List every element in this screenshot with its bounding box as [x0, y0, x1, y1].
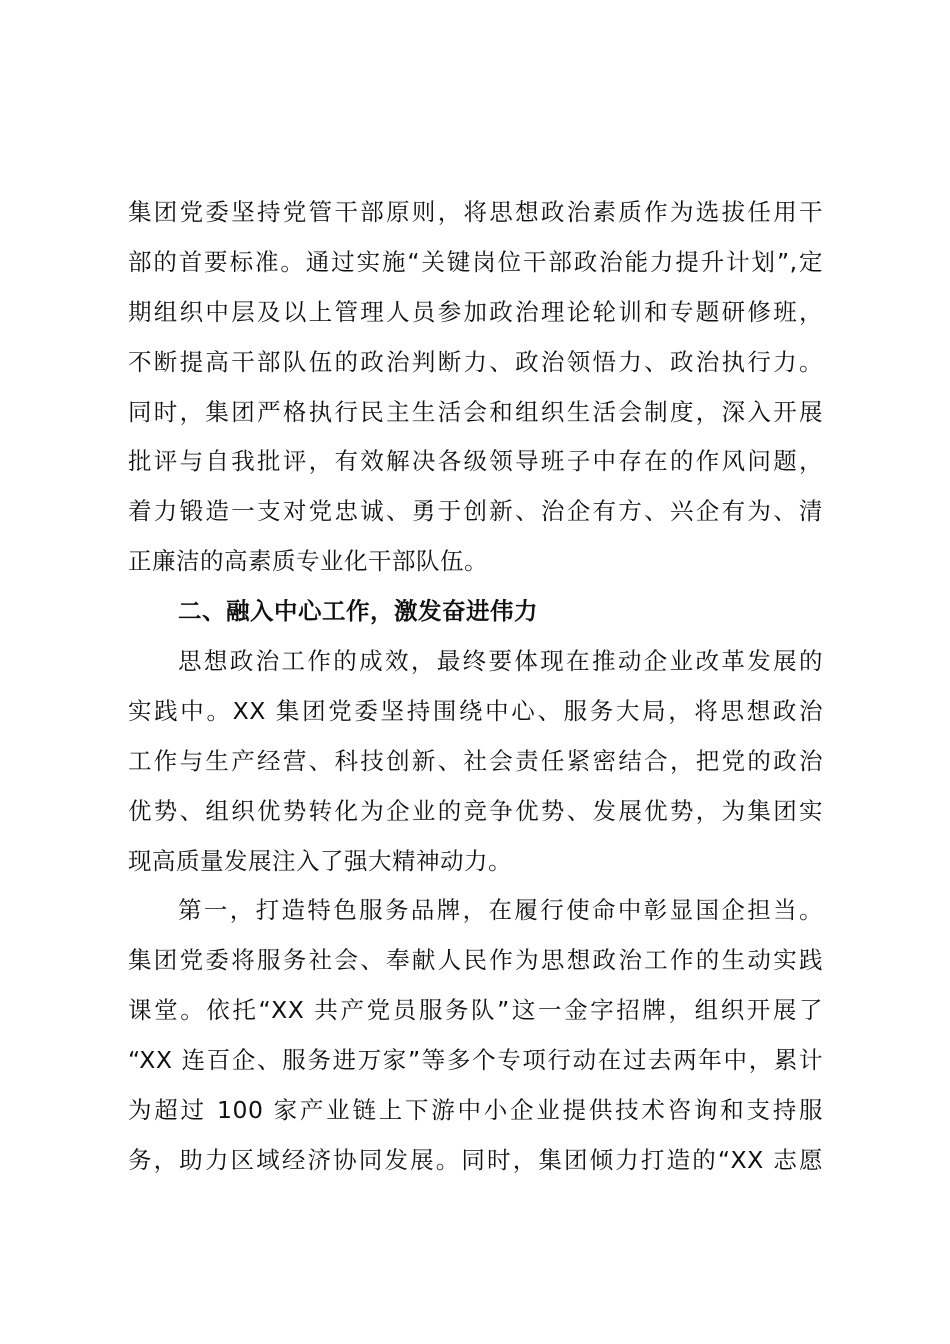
paragraph-line: 第一，打造特色服务品牌，在履行使命中彰显国企担当。 [178, 896, 823, 925]
paragraph-line: 集团党委将服务社会、奉献人民作为思想政治工作的生动实践 [128, 946, 823, 975]
paragraph-line: 部的首要标准。通过实施“关键岗位干部政治能力提升计划”,定 [128, 247, 823, 276]
paragraph-line: 优势、组织优势转化为企业的竞争优势、发展优势，为集团实 [128, 796, 823, 825]
paragraph-line: 批评与自我批评，有效解决各级领导班子中存在的作风问题， [128, 447, 823, 476]
paragraph-line: 同时，集团严格执行民主生活会和组织生活会制度，深入开展 [128, 397, 823, 426]
section-heading: 二、融入中心工作，激发奋进伟力 [178, 597, 538, 626]
paragraph-line: 不断提高干部队伍的政治判断力、政治领悟力、政治执行力。 [128, 347, 823, 376]
paragraph-line: 正廉洁的高素质专业化干部队伍。 [128, 547, 488, 576]
paragraph-line: 现高质量发展注入了强大精神动力。 [128, 846, 512, 875]
document-page [128, 188, 823, 1186]
paragraph-line: 务，助力区域经济协同发展。同时，集团倾力打造的“XX 志愿 [128, 1145, 823, 1174]
paragraph-line: 思想政治工作的成效，最终要体现在推动企业改革发展的 [178, 647, 823, 676]
paragraph-line: 实践中。XX 集团党委坚持围绕中心、服务大局，将思想政治 [128, 696, 823, 725]
paragraph-line: 着力锻造一支对党忠诚、勇于创新、治企有方、兴企有为、清 [128, 497, 823, 526]
paragraph-line: 工作与生产经营、科技创新、社会责任紧密结合，把党的政治 [128, 746, 823, 775]
paragraph-line: “XX 连百企、服务进万家”等多个专项行动在过去两年中，累计 [128, 1046, 823, 1075]
paragraph-line: 为超过 100 家产业链上下游中小企业提供技术咨询和支持服 [128, 1096, 823, 1125]
paragraph-line: 课堂。依托“XX 共产党员服务队”这一金字招牌，组织开展了 [128, 996, 823, 1025]
paragraph-line: 期组织中层及以上管理人员参加政治理论轮训和专题研修班， [128, 297, 823, 326]
paragraph-line: 集团党委坚持党管干部原则，将思想政治素质作为选拔任用干 [128, 198, 823, 226]
